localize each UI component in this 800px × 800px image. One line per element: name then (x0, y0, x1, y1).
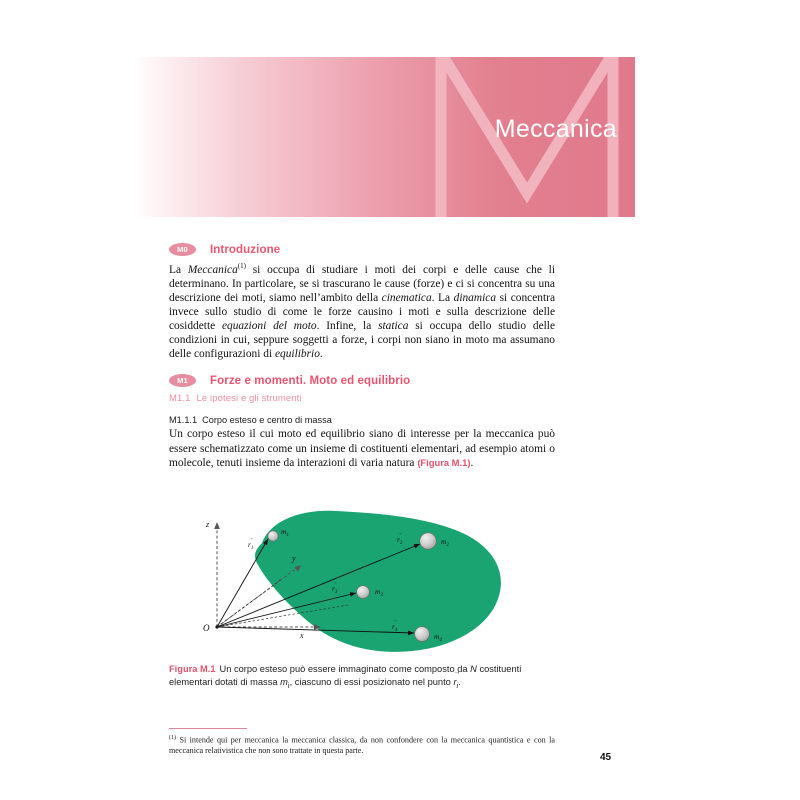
paragraph-italic-term: equazioni del moto (221, 320, 317, 333)
mass-label-4: $m_4$ (434, 632, 442, 643)
footnote-text: Si intende qui per meccanica la meccanica classica, da non confondere con la meccanica quantistica e con la meccanica relativistica che non sono trattate in questa parte. (169, 735, 555, 755)
figure-diagram (196, 505, 516, 660)
section-badge-m0: M0 (169, 243, 196, 256)
paragraph-text-run: si concentra invece sullo studio di come le forze causino i moti e sulla descrizione delle cosiddette (169, 291, 555, 333)
subsubsection-number: M1.1.1 (169, 415, 198, 426)
y-axis-label: y (292, 554, 296, 563)
figure-caption-text-1: Un corpo esteso può essere immaginato come composto da (219, 664, 471, 674)
mass-circle-3 (357, 586, 370, 599)
figure-caption-label: Figura M.1 (169, 664, 216, 674)
vector-label-r2: $r_2$ (397, 535, 403, 546)
figure-reference-link[interactable]: (Figura M.1) (417, 456, 471, 468)
paragraph-italic-term: statica (378, 320, 409, 333)
page-content (169, 243, 555, 470)
mass-label-2: $m_2$ (441, 537, 449, 548)
subsubsection-heading-m1-1-1 (169, 415, 555, 425)
section-heading-m0 (169, 243, 555, 256)
subsection-number: M1.1 (169, 393, 191, 405)
subsection-heading-m1-1 (169, 393, 555, 404)
figure-m1 (196, 505, 516, 660)
x-axis-label: x (300, 631, 304, 640)
section-badge-m1: M1 (169, 374, 196, 387)
extended-body-blob (255, 511, 501, 652)
figure-caption (169, 663, 529, 692)
paragraph-corpo-esteso (169, 427, 555, 469)
figure-caption-text-4: . (458, 676, 461, 687)
footnote (169, 733, 555, 756)
chapter-banner (133, 57, 635, 217)
paragraph-italic-term: dinamica (453, 291, 497, 304)
mass-circle-1 (268, 531, 278, 541)
vector-label-r3: $r_3$ (332, 584, 338, 595)
origin-label: O (203, 623, 210, 633)
paragraph-italic-term: cinematica (381, 291, 432, 304)
subsection-title: Le ipotesi e gli strumenti (196, 393, 302, 405)
mass-label-3: $m_3$ (375, 587, 383, 598)
paragraph-italic-term: equilibrio (274, 348, 320, 361)
paragraph-text-run: . La (431, 291, 454, 304)
section-heading-m1 (169, 374, 555, 387)
vector-r1 (217, 536, 268, 627)
paragraph-text-run: . (319, 348, 323, 361)
paragraph-text-run: si occupa di studiare i moti dei corpi e delle cause che li determinano. In particolare, se si trascurano le cause (forze) e ci si concentra su una descrizione dei moti, siamo nell’ambito della (169, 263, 555, 304)
section-title-m1: Forze e momenti. Moto ed equilibrio (210, 374, 411, 387)
paragraph-text-run: . Infine, la (316, 320, 379, 333)
figure-caption-text-2: costituenti elementari dotati di massa (169, 664, 522, 687)
vector-label-r4: $r_4$ (392, 622, 398, 633)
paragraph-tail: . (470, 456, 474, 469)
section-title-m0: Introduzione (210, 243, 281, 256)
footnote-marker: (1) (169, 735, 176, 741)
figure-caption-italic-n: N (470, 664, 477, 674)
z-axis-arrowhead (214, 522, 220, 529)
figure-caption-sub-i: i (287, 680, 290, 690)
footnote-separator (169, 728, 247, 729)
vector-label-r1: $r_1$ (248, 540, 254, 551)
paragraph-body-text: Un corpo esteso il cui moto ed equilibrio siano di interesse per la meccanica può essere schematizzato come un insieme di costituenti elementari, ad esempio atomi o molecole, tenuti insieme da interazioni di varia natura (169, 428, 555, 469)
paragraph-text-run: si occupa dello studio delle condizioni in cui, seppure soggetti a forze, i corpi non siano in moto ma assumano delle configurazioni di (169, 320, 556, 361)
mass-circle-2 (420, 533, 436, 549)
figure-caption-text-3: , ciascuno di essi posizionato nel punto (289, 676, 454, 687)
paragraph-italic-term: Meccanica (187, 263, 238, 276)
vector-arrow-r1: → (248, 536, 254, 542)
mass-circle-4 (415, 627, 430, 642)
paragraph-text-run: La (169, 263, 188, 276)
paragraph-introduzione (169, 259, 555, 361)
page-number: 45 (600, 752, 612, 763)
vector-arrow-r4: → (392, 618, 398, 624)
vector-arrow-r3: → (332, 580, 338, 586)
subsubsection-title: Corpo esteso e centro di massa (202, 415, 332, 426)
z-axis-label: z (206, 520, 210, 529)
chapter-title: Meccanica (494, 115, 617, 143)
mass-label-1: $m_1$ (281, 527, 289, 538)
vector-arrow-r2: → (397, 531, 403, 537)
footnote-ref-marker: (1) (237, 262, 246, 270)
figure-caption-italic-m: m (280, 676, 288, 687)
figure-caption-vector-r: → $r_i$ (453, 676, 458, 692)
